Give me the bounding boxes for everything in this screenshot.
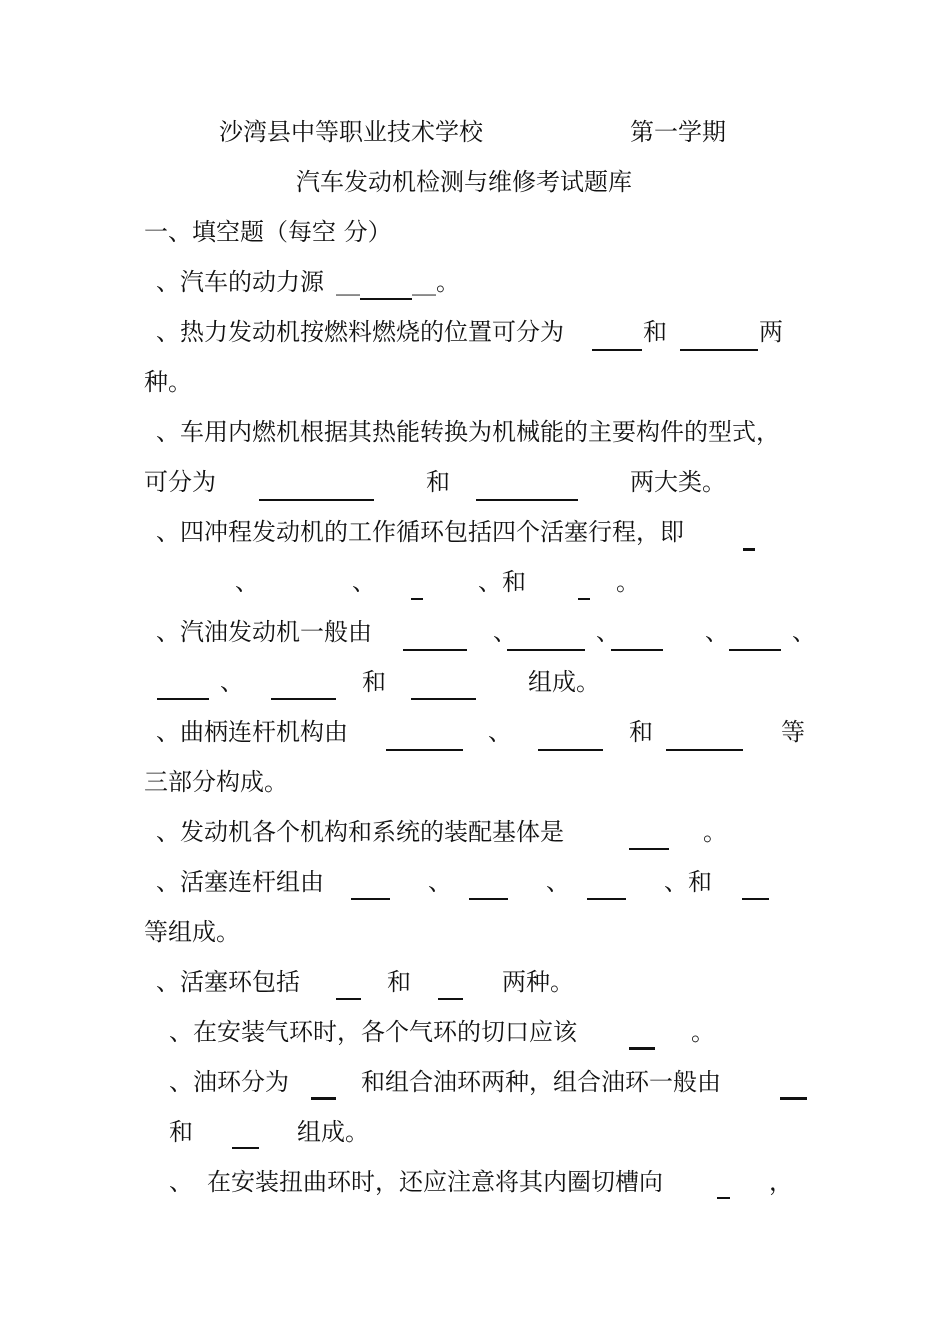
q5-sep-1: 、	[493, 618, 517, 646]
q5-sep-2: 、	[596, 618, 620, 646]
q11-blank-1	[311, 1097, 336, 1100]
q5-blank-7	[411, 698, 476, 700]
q9-blank-1	[336, 998, 361, 1000]
q5-text: 、汽油发动机一般由	[156, 618, 372, 646]
q6-blank-2	[538, 749, 603, 751]
q1-underscore-left: __	[336, 268, 360, 296]
q5-sep-4: 、	[792, 618, 816, 646]
term-label: 第一学期	[630, 118, 726, 146]
q6-blank-1	[386, 749, 463, 751]
q6-cont: 三部分构成。	[144, 768, 288, 796]
q7-blank	[629, 848, 669, 850]
q8-sep-1: 、	[428, 868, 452, 896]
q8-blank-3	[587, 898, 626, 900]
q2-blank-1	[592, 349, 642, 351]
q3-text: 、车用内燃机根据其热能转换为机械能的主要构件的型式，	[156, 418, 780, 446]
q4-blank-2	[411, 598, 423, 600]
q5-blank-5	[157, 698, 209, 700]
q11-and: 和	[169, 1118, 193, 1146]
q1-blank	[360, 298, 412, 300]
q11-tail: 组成。	[297, 1118, 369, 1146]
q4-text: 、四冲程发动机的工作循环包括四个活塞行程，即	[156, 518, 684, 546]
q8-blank-2	[469, 898, 508, 900]
q6-sep-1: 、	[488, 718, 512, 746]
q10-text: 、在安装气环时，各个气环的切口应该	[169, 1018, 577, 1046]
q9-tail: 两种。	[502, 968, 574, 996]
q11-blank-3	[232, 1147, 259, 1149]
q8-cont: 等组成。	[144, 918, 240, 946]
q5-blank-3	[611, 649, 663, 651]
exam-title: 汽车发动机检测与维修考试题库	[296, 168, 632, 196]
q4-sep-1: 、	[235, 568, 259, 596]
q8-sep-2: 、	[546, 868, 570, 896]
section-heading: 一、填空题（每空 分）	[144, 218, 392, 246]
q4-sep-3: 、和	[478, 568, 526, 596]
q5-blank-6	[271, 698, 336, 700]
q7-period: 。	[703, 818, 727, 846]
q9-blank-2	[438, 998, 463, 1000]
q8-sep-3: 、和	[664, 868, 712, 896]
q6-blank-3	[666, 749, 743, 751]
q5-blank-4	[729, 649, 781, 651]
q11-mid: 和组合油环两种，组合油环一般由	[361, 1068, 721, 1096]
q1-text: 、汽车的动力源	[156, 268, 324, 296]
q2-blank-2	[680, 349, 758, 351]
q2-tail: 两	[759, 318, 783, 346]
q6-text: 、曲柄连杆机构由	[156, 718, 348, 746]
q4-sep-2: 、	[352, 568, 376, 596]
q5-blank-1	[403, 649, 467, 651]
q12-comma: ，	[769, 1168, 793, 1196]
q8-text: 、活塞连杆组由	[156, 868, 324, 896]
q11-text: 、油环分为	[169, 1068, 289, 1096]
q6-and: 和	[629, 718, 653, 746]
q4-period: 。	[616, 568, 640, 596]
q1-underscore-right: __。	[412, 268, 460, 296]
q2-and: 和	[643, 318, 667, 346]
q5-blank-2	[507, 649, 585, 651]
q7-text: 、发动机各个机构和系统的装配基体是	[156, 818, 564, 846]
q11-blank-2	[780, 1097, 807, 1100]
q12-index: 、	[169, 1168, 193, 1196]
q10-blank	[629, 1047, 655, 1050]
q9-and: 和	[387, 968, 411, 996]
q3-blank-1	[259, 499, 374, 501]
q12-text: 在安装扭曲环时，还应注意将其内圈切槽向	[207, 1168, 663, 1196]
school-name: 沙湾县中等职业技术学校	[219, 118, 483, 146]
q3-tail: 两大类。	[630, 468, 726, 496]
q12-blank	[717, 1197, 730, 1199]
q8-blank-4	[742, 898, 769, 900]
q6-deng: 等	[781, 718, 805, 746]
q3-blank-2	[476, 499, 578, 501]
q2-text: 、热力发动机按燃料燃烧的位置可分为	[156, 318, 564, 346]
q5-and: 和	[362, 668, 386, 696]
q4-blank-3	[578, 598, 590, 600]
q8-blank-1	[351, 898, 390, 900]
q3-and: 和	[426, 468, 450, 496]
q5-sep-3: 、	[705, 618, 729, 646]
q4-blank-1	[743, 548, 755, 551]
q10-period: 。	[691, 1018, 715, 1046]
q2-cont: 种。	[144, 368, 192, 396]
q5-sep-5: 、	[220, 668, 244, 696]
q9-text: 、活塞环包括	[156, 968, 300, 996]
q3-cont: 可分为	[144, 468, 216, 496]
q5-tail: 组成。	[528, 668, 600, 696]
